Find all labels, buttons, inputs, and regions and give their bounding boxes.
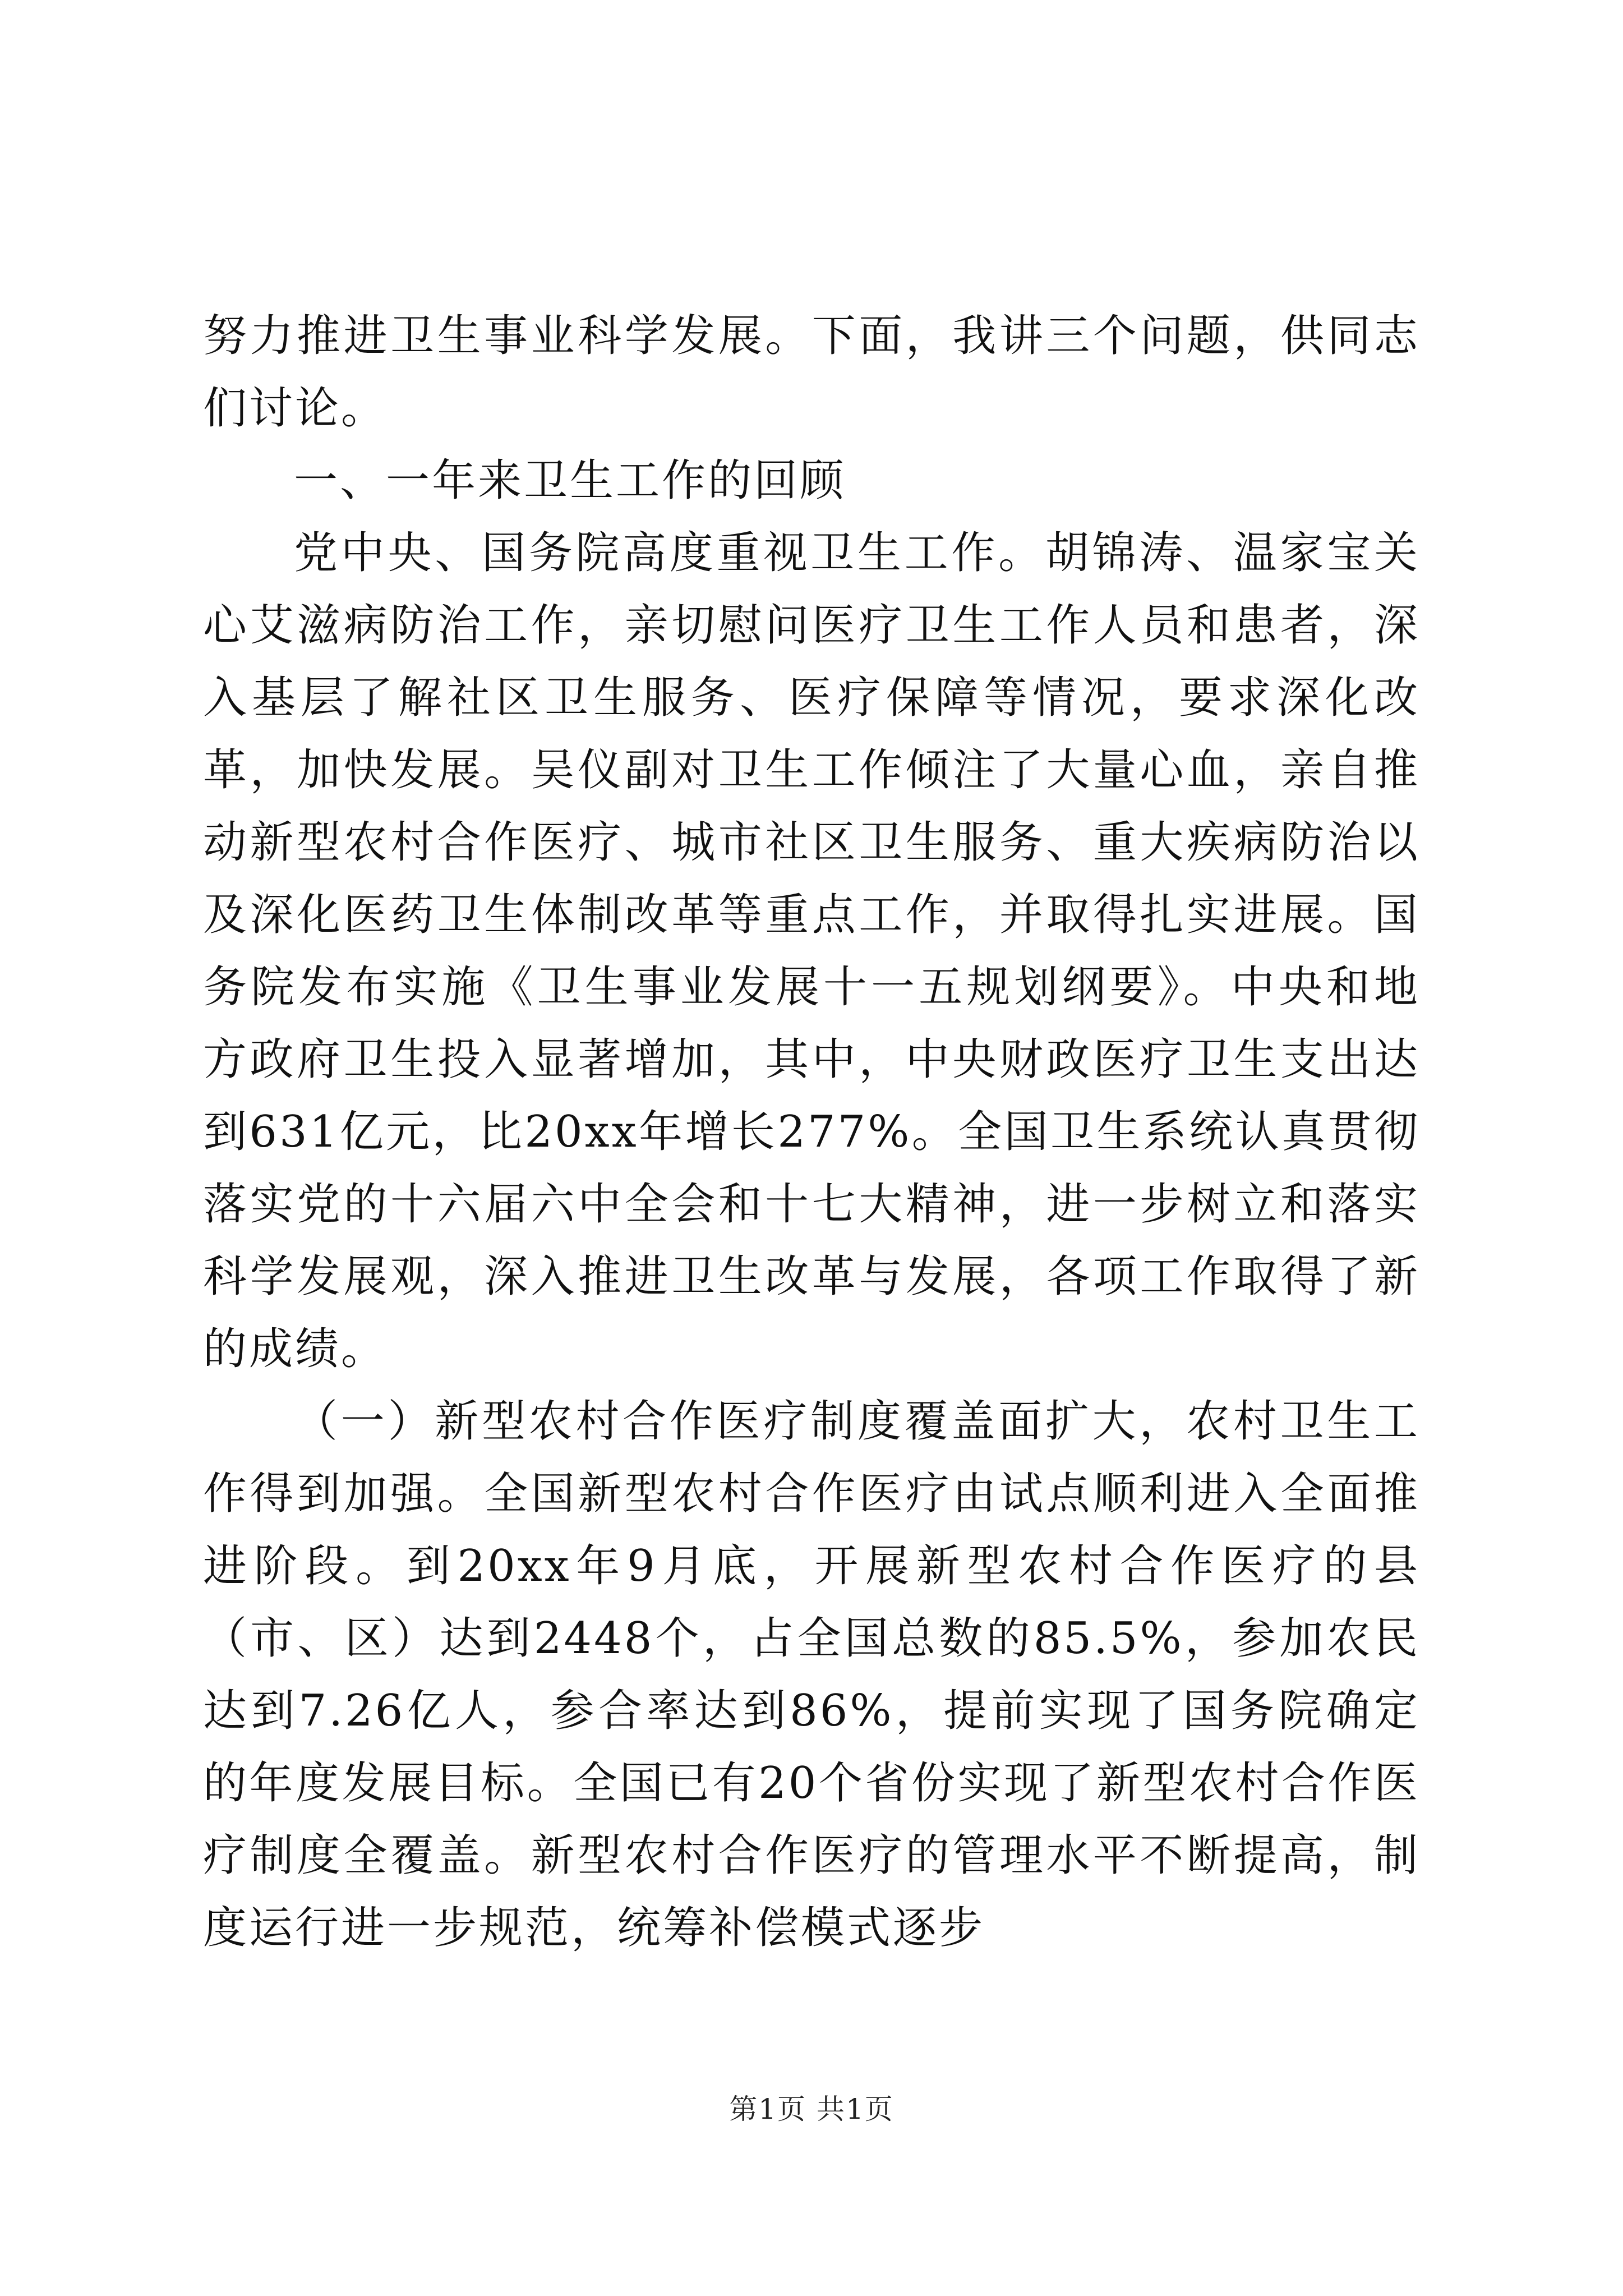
paragraph-continuation: 努力推进卫生事业科学发展。下面，我讲三个问题，供同志们讨论。 <box>203 311 1420 434</box>
section-heading: 一、一年来卫生工作的回顾 <box>294 455 846 506</box>
page-footer: 第1页 共1页 <box>729 2093 894 2125</box>
document-body <box>203 300 1420 1964</box>
paragraph-review: 党中央、国务院高度重视卫生工作。胡锦涛、温家宝关心艾滋病防治工作，亲切慰问医疗卫生工作人员和患者，深入基层了解社区卫生服务、医疗保障等情况，要求深化改革，加快发展。吴仪副对卫生工作倾注了大量心血，亲自推动新型农村合作医疗、城市社区卫生服务、重大疾病防治以及深化医药卫生体制改革等重点工作，并取得扎实进展。国务院发布实施《卫生事业发展十一五规划纲要》。中央和地方政府卫生投入显著增加，其中，中央财政医疗卫生支出达到631亿元，比20xx年增长277%。全国卫生系统认真贯彻落实党的十六届六中全会和十七大精神，进一步树立和落实科学发展观，深入推进卫生改革与发展，各项工作取得了新的成绩。 <box>203 528 1420 1374</box>
paragraph-rural-cooperative-medical: （一）新型农村合作医疗制度覆盖面扩大，农村卫生工作得到加强。全国新型农村合作医疗由试点顺利进入全面推进阶段。到20xx年9月底，开展新型农村合作医疗的县（市、区）达到2448个，占全国总数的85.5%，参加农民达到7.26亿人，参合率达到86%，提前实现了国务院确定的年度发展目标。全国已有20个省份实现了新型农村合作医疗制度全覆盖。新型农村合作医疗的管理水平不断提高，制度运行进一步规范，统筹补偿模式逐步 <box>203 1396 1420 1953</box>
